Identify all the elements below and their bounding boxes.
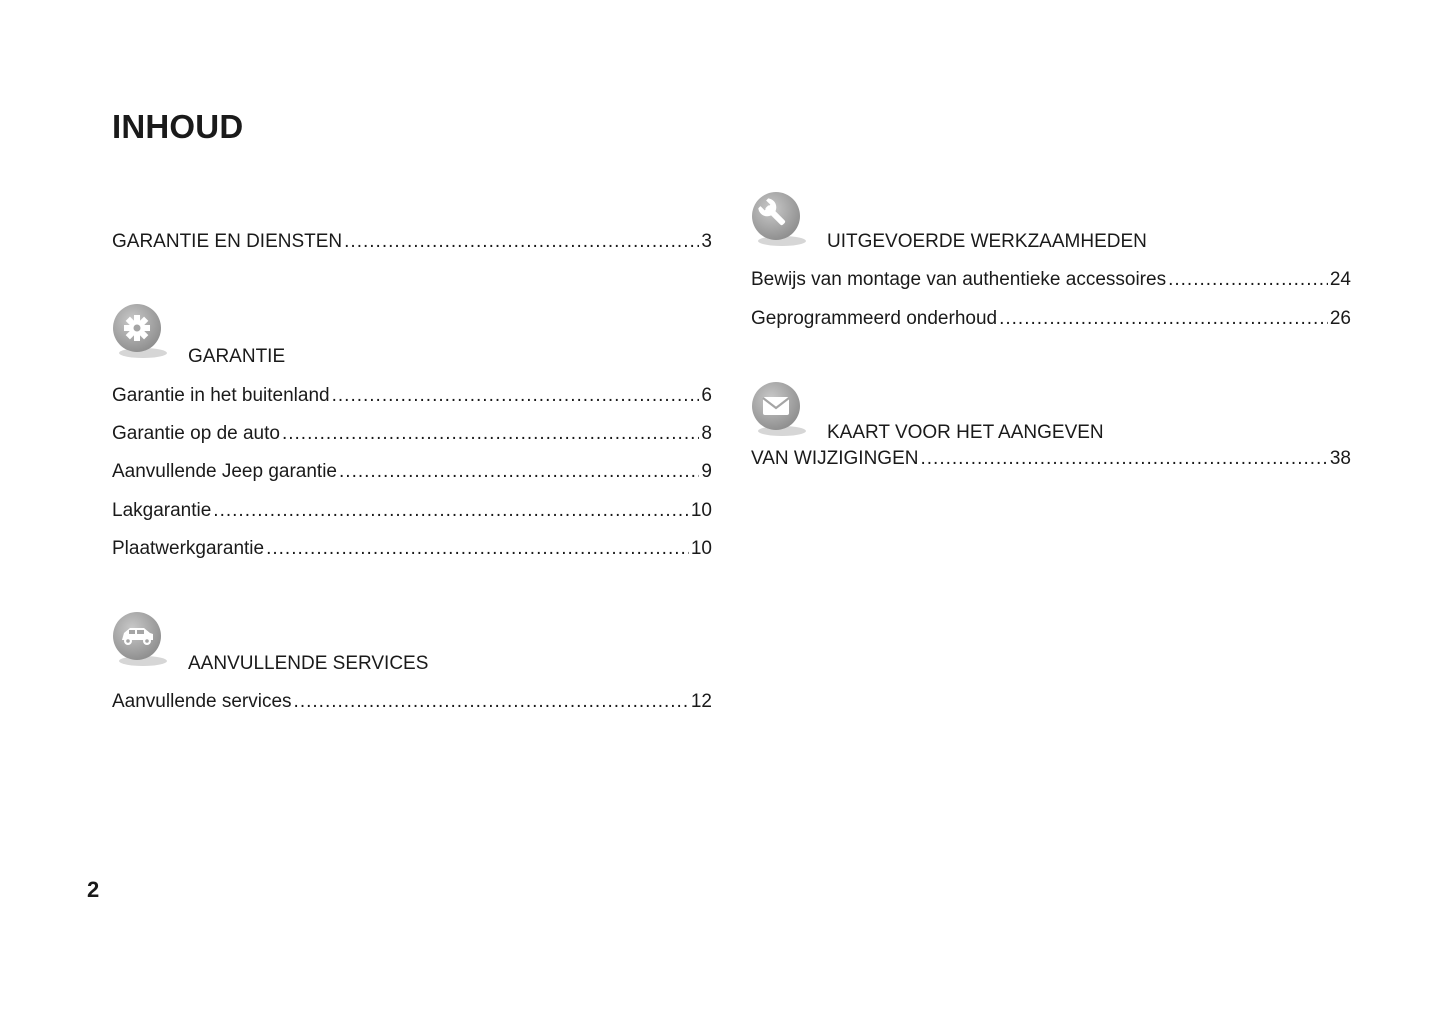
toc-entry-page: 9 <box>701 461 712 482</box>
toc-entry-page: 3 <box>701 231 712 252</box>
gear-icon <box>110 300 172 362</box>
dot-leader <box>332 384 700 408</box>
toc-entry-page: 10 <box>690 500 712 521</box>
page-title: INHOUD <box>112 108 244 145</box>
dot-leader <box>344 230 699 254</box>
envelope-icon <box>749 378 811 440</box>
dot-leader <box>999 307 1328 331</box>
toc-entry-page: 26 <box>1329 308 1351 329</box>
section-heading-aanvullende-services: AANVULLENDE SERVICES <box>188 653 429 674</box>
toc-entry-label: Plaatwerkgarantie <box>112 538 265 559</box>
toc-entry-garantie-en-diensten[interactable] <box>112 230 712 254</box>
toc-entry[interactable] <box>112 422 712 446</box>
toc-entry-label: GARANTIE EN DIENSTEN <box>112 231 343 252</box>
toc-entry-page: 10 <box>690 538 712 559</box>
toc-entry[interactable] <box>751 307 1351 331</box>
toc-entry-page: 6 <box>701 385 712 406</box>
section-heading-kaart: KAART VOOR HET AANGEVEN <box>827 422 1104 443</box>
toc-entry-page: 38 <box>1329 448 1351 469</box>
dot-leader <box>920 447 1327 471</box>
dot-leader <box>282 422 699 446</box>
toc-entry[interactable] <box>751 268 1351 292</box>
toc-entry-page: 12 <box>690 691 712 712</box>
toc-entry[interactable] <box>112 537 712 561</box>
toc-entry-label: Aanvullende Jeep garantie <box>112 461 338 482</box>
toc-entry-label: Lakgarantie <box>112 500 212 521</box>
page-number: 2 <box>87 877 100 902</box>
toc-entry[interactable] <box>751 447 1351 471</box>
dot-leader <box>266 537 689 561</box>
toc-entry[interactable] <box>112 499 712 523</box>
toc-entry-label: Garantie op de auto <box>112 423 280 444</box>
dot-leader <box>1168 268 1328 292</box>
toc-entry-label: Aanvullende services <box>112 691 292 712</box>
toc-entry-label: Bewijs van montage van authentieke accessoires <box>751 269 1167 290</box>
toc-entry-page: 24 <box>1329 269 1351 290</box>
toc-entry[interactable] <box>112 690 712 714</box>
dot-leader <box>294 690 689 714</box>
toc-entry-label: VAN WIJZIGINGEN <box>751 448 919 469</box>
wrench-icon <box>749 188 811 250</box>
dot-leader <box>213 499 689 523</box>
section-heading-uitgevoerde-werkzaamheden: UITGEVOERDE WERKZAAMHEDEN <box>827 231 1147 252</box>
toc-entry-label: Geprogrammeerd onderhoud <box>751 308 998 329</box>
car-icon <box>110 608 172 670</box>
toc-entry-label: Garantie in het buitenland <box>112 385 330 406</box>
toc-entry-page: 8 <box>701 423 712 444</box>
toc-entry[interactable] <box>112 460 712 484</box>
dot-leader <box>339 460 699 484</box>
section-heading-garantie: GARANTIE <box>188 346 286 367</box>
toc-entry[interactable] <box>112 384 712 408</box>
